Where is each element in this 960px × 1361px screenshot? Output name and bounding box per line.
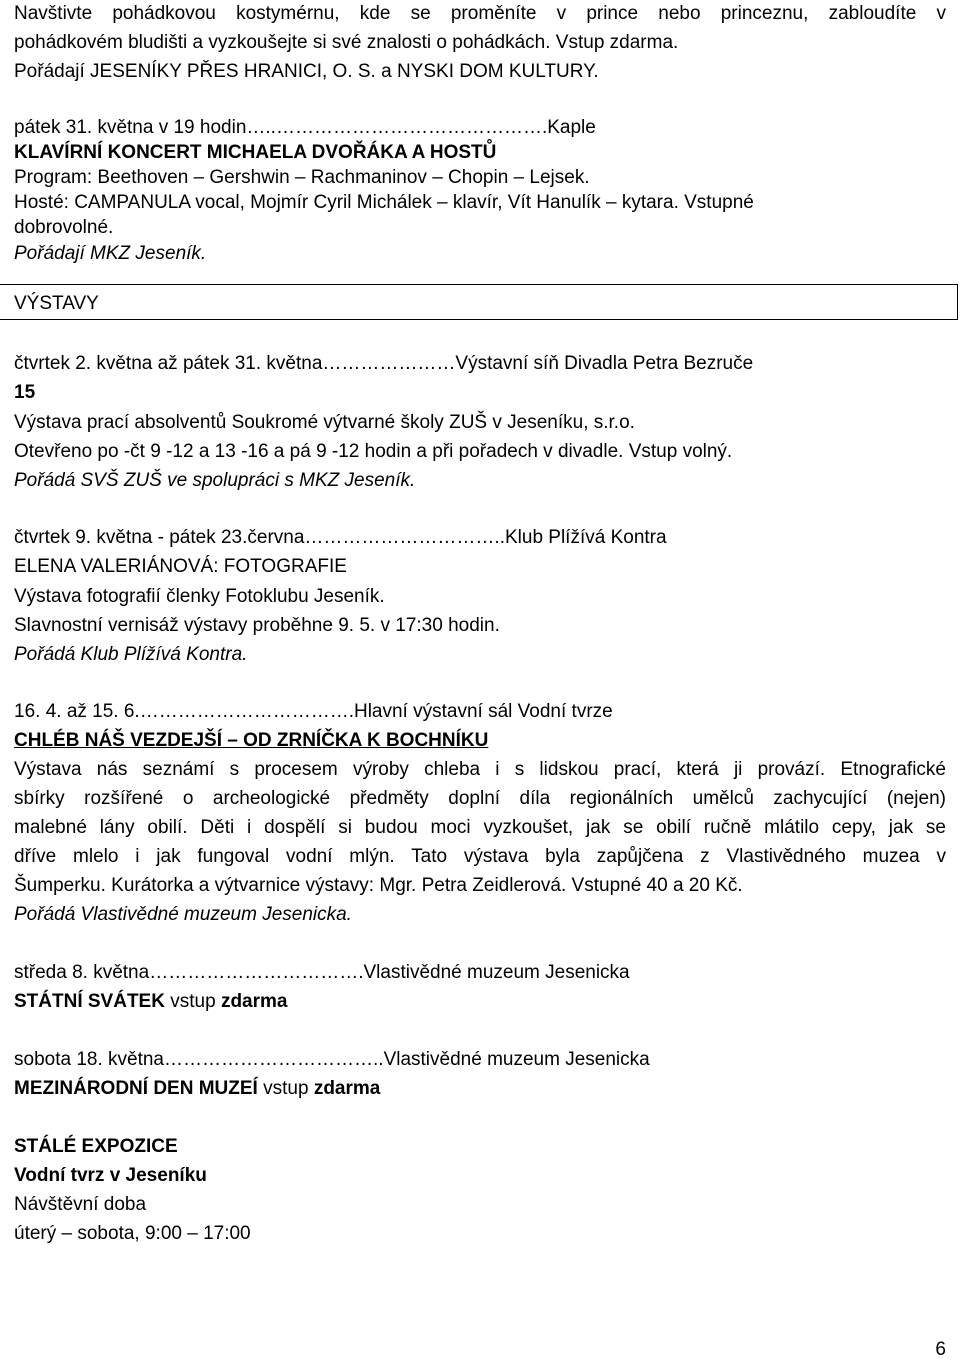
holiday2-entry-prefix: vstup (263, 1078, 309, 1099)
exhibit3-text-1: Výstava nás seznámí s procesem výroby chleba i s lidskou prací, která ji provází. Etnografické (14, 759, 946, 780)
holiday1-date-line (14, 961, 630, 985)
concert-program: Program: Beethoven – Gershwin – Rachmaninov – Chopin – Lejsek. (14, 167, 590, 188)
exhibit3-text-5: Šumperku. Kurátorka a výtvarnice výstavy: Mgr. Petra Zeidlerová. Vstupné 40 a 20 Kč. (14, 875, 743, 896)
concert-title: KLAVÍRNÍ KONCERT MICHAELA DVOŘÁKA A HOSTŮ (14, 142, 497, 163)
exhibit3-date-line (14, 700, 613, 724)
holiday1-title: STÁTNÍ SVÁTEK (14, 991, 165, 1012)
concert-date-line (14, 116, 596, 140)
intro-line-1: Navštivte pohádkovou kostymérnu, kde se proměníte v prince nebo princeznu, zabloudíte v (14, 3, 946, 24)
exhibit3-title: CHLÉB NÁŠ VEZDEJŠÍ – OD ZRNÍČKA K BOCHNÍKU (14, 730, 489, 751)
exhibit3-dots: ……………………………. (139, 701, 354, 722)
concert-guests-line-1: Hosté: CAMPANULA vocal, Mojmír Cyril Michálek – klavír, Vít Hanulík – kytara. Vstupné (14, 192, 754, 213)
exhibit1-number: 15 (14, 382, 36, 403)
exhibit2-organizer: Pořádá Klub Plížívá Kontra. (14, 644, 248, 665)
holiday2-date: sobota 18. května (14, 1049, 164, 1070)
holiday1-venue: Vlastivědné muzeum Jesenicka (363, 962, 630, 983)
exhibit3-text-3: malebné lány obilí. Děti i dospělí si budou moci vyzkoušet, jak se obilí ručně mlátilo cepy, jak se (14, 817, 946, 838)
holiday2-date-line (14, 1048, 650, 1072)
exhibit2-dots: ………………………….. (304, 527, 505, 548)
exhibit2-date: čtvrtek 9. května - pátek 23.června (14, 527, 305, 548)
concert-organizer: Pořádají MKZ Jeseník. (14, 243, 207, 264)
permanent-hours: úterý – sobota, 9:00 – 17:00 (14, 1223, 251, 1244)
holiday2-dots: …………………………….. (164, 1049, 384, 1070)
exhibit1-venue: Výstavní síň Divadla Petra Bezruče (455, 353, 754, 374)
exhibit2-title: ELENA VALERIÁNOVÁ: FOTOGRAFIE (14, 556, 347, 577)
intro-organizer: Pořádají JESENÍKY PŘES HRANICI, O. S. a NYSKI DOM KULTURY. (14, 61, 599, 82)
exhibit1-organizer: Pořádá SVŠ ZUŠ ve spolupráci s MKZ Jeseník. (14, 470, 416, 491)
intro-line-2: pohádkovém bludišti a vyzkoušejte si své znalosti o pohádkách. Vstup zdarma. (14, 32, 679, 53)
exhibit1-title: Výstava prací absolventů Soukromé výtvarné školy ZUŠ v Jeseníku, s.r.o. (14, 412, 635, 433)
permanent-title: STÁLÉ EXPOZICE (14, 1136, 178, 1157)
concert-guests-line-2: dobrovolné. (14, 217, 114, 238)
exhibit2-venue: Klub Plížívá Kontra (504, 527, 667, 548)
permanent-label: Návštěvní doba (14, 1194, 147, 1215)
holiday1-date: středa 8. května (14, 962, 150, 983)
exhibit3-date: 16. 4. až 15. 6. (14, 701, 140, 722)
exhibit3-text-4: dříve mlelo i jak fungoval vodní mlýn. Tato výstava byla zapůjčena z Vlastivědného muzea v (14, 846, 946, 867)
page-number: 6 (935, 1339, 946, 1360)
section-heading-box (0, 284, 958, 320)
holiday1-dots: ……………………………. (149, 962, 364, 983)
exhibit3-organizer: Pořádá Vlastivědné muzeum Jesenicka. (14, 904, 352, 925)
exhibit3-text-2: sbírky rozšířené o archeologické předměty doplní díla regionálních umělců zachycující (nejen) (14, 788, 946, 809)
concert-venue: Kaple (547, 117, 596, 138)
section-heading: VÝSTAVY (14, 293, 99, 314)
holiday2-venue: Vlastivědné muzeum Jesenicka (383, 1049, 650, 1070)
exhibit2-desc-2: Slavnostní vernisáž výstavy proběhne 9. 5. v 17:30 hodin. (14, 615, 500, 636)
holiday1-entry-prefix: vstup (170, 991, 216, 1012)
permanent-place: Vodní tvrz v Jeseníku (14, 1165, 207, 1186)
holiday1-entry: zdarma (220, 991, 288, 1012)
exhibit1-dots: ………………… (322, 353, 456, 374)
exhibit1-date-line (14, 352, 753, 376)
exhibit3-venue: Hlavní výstavní sál Vodní tvrze (353, 701, 613, 722)
concert-date: pátek 31. května v 19 hodin (14, 117, 247, 138)
exhibit1-date: čtvrtek 2. května až pátek 31. května (14, 353, 323, 374)
holiday2-title-line (14, 1077, 380, 1101)
exhibit2-date-line (14, 526, 667, 550)
exhibit2-desc-1: Výstava fotografií členky Fotoklubu Jeseník. (14, 586, 385, 607)
exhibit1-hours: Otevřeno po -čt 9 -12 a 13 -16 a pá 9 -12 hodin a při pořadech v divadle. Vstup volný. (14, 441, 733, 462)
concert-dots: …..……………………………………. (246, 117, 548, 138)
holiday2-entry: zdarma (313, 1078, 381, 1099)
holiday2-title: MEZINÁRODNÍ DEN MUZEÍ (14, 1078, 258, 1099)
holiday1-title-line (14, 990, 287, 1014)
